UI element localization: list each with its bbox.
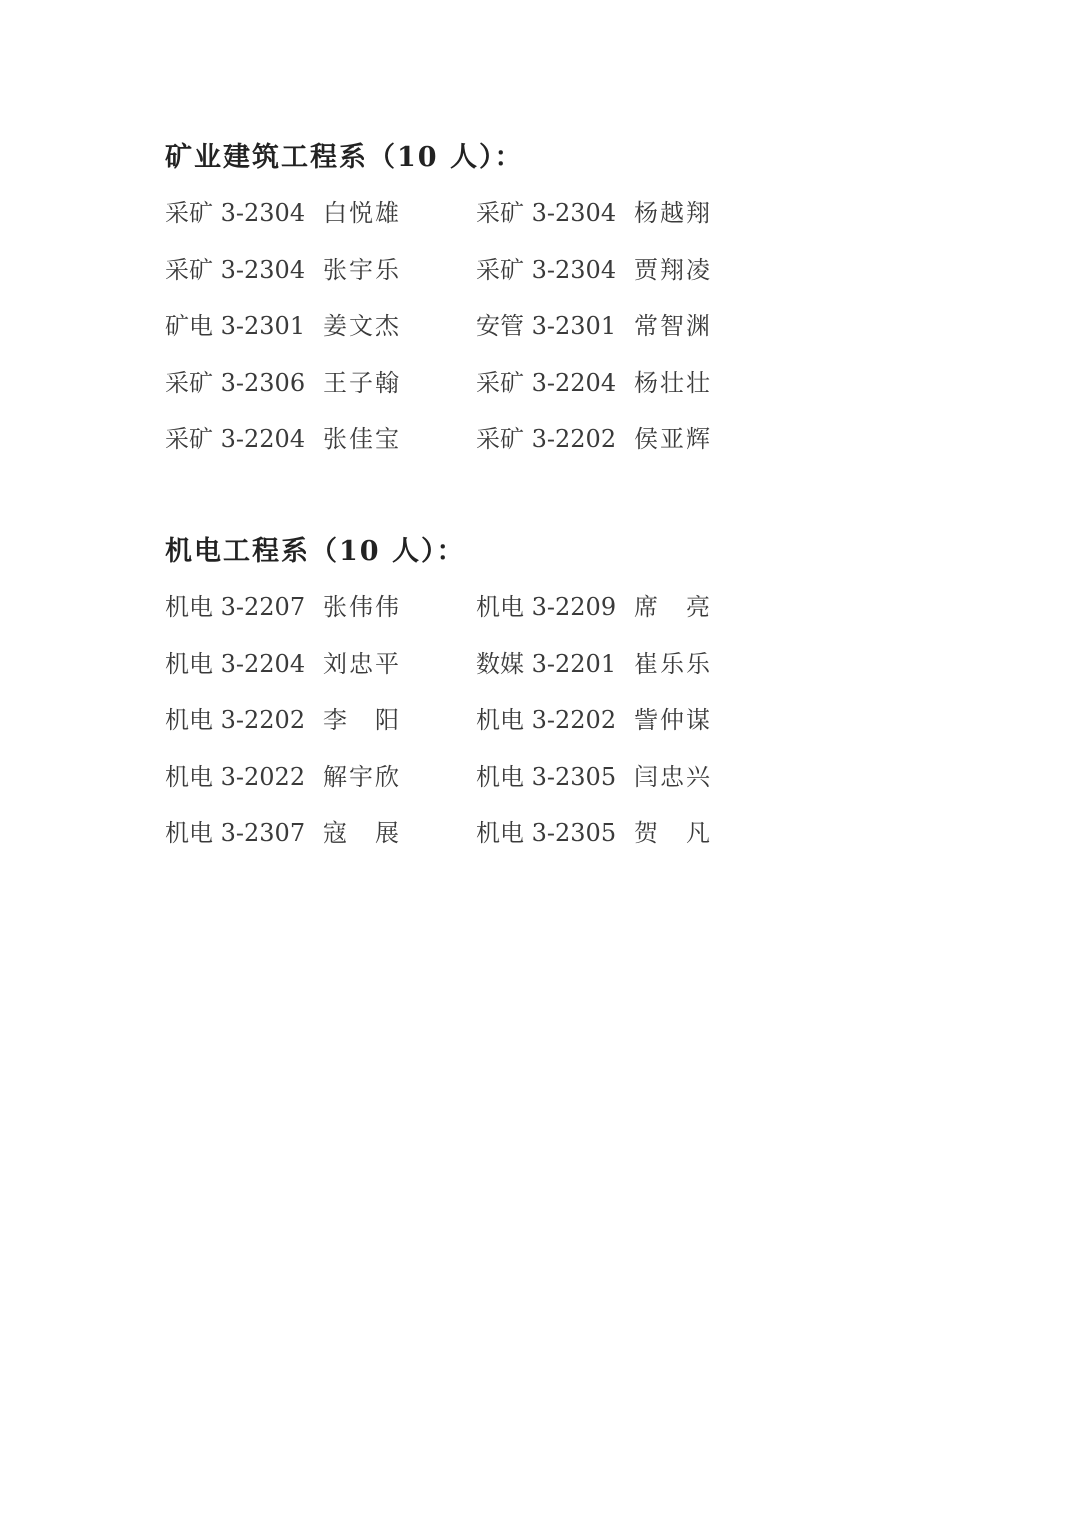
student-name: 席 亮 <box>634 593 712 621</box>
student-name: 张宇乐 <box>323 255 401 284</box>
class-label: 机电 3-2204 <box>165 649 306 678</box>
list-row <box>165 762 765 819</box>
class-label: 采矿 3-2204 <box>476 368 617 397</box>
student-name: 杨越翔 <box>634 199 712 227</box>
list-row <box>165 368 765 425</box>
class-label: 数媒 3-2201 <box>476 649 617 678</box>
class-label: 机电 3-2307 <box>165 819 306 847</box>
student-name: 刘忠平 <box>323 649 401 678</box>
student-name: 李 阳 <box>323 706 401 734</box>
section-heading: 机电工程系（10 人）： <box>165 536 466 567</box>
student-name: 姜文杰 <box>323 312 401 340</box>
class-label: 采矿 3-2204 <box>165 425 306 453</box>
student-name: 白悦雄 <box>323 199 401 227</box>
student-name: 闫忠兴 <box>634 762 712 791</box>
list-row <box>165 198 765 255</box>
class-label: 机电 3-2202 <box>165 706 306 734</box>
student-name: 贺 凡 <box>634 819 712 847</box>
class-label: 采矿 3-2306 <box>165 368 306 397</box>
student-name: 解宇欣 <box>323 762 401 791</box>
list-row <box>165 424 765 481</box>
list-row <box>165 649 765 706</box>
class-label: 采矿 3-2304 <box>476 199 617 227</box>
list-row <box>165 311 765 368</box>
section-mining-architecture <box>165 140 765 481</box>
list-row <box>165 592 765 649</box>
class-label: 采矿 3-2304 <box>476 255 617 284</box>
class-label: 矿电 3-2301 <box>165 312 306 340</box>
student-list <box>165 592 765 875</box>
student-name: 贾翔凌 <box>634 255 712 284</box>
list-row <box>165 705 765 762</box>
class-label: 安管 3-2301 <box>476 312 617 340</box>
student-name: 张伟伟 <box>323 593 401 621</box>
student-name: 王子翰 <box>323 368 401 397</box>
class-label: 机电 3-2022 <box>165 762 306 791</box>
student-name: 崔乐乐 <box>634 649 712 678</box>
class-label: 采矿 3-2304 <box>165 255 306 284</box>
class-label: 机电 3-2202 <box>476 706 617 734</box>
class-label: 机电 3-2209 <box>476 593 617 621</box>
student-name: 张佳宝 <box>323 425 401 453</box>
student-name: 杨壮壮 <box>634 368 712 397</box>
class-label: 机电 3-2305 <box>476 819 617 847</box>
student-name: 訾仲谋 <box>634 706 712 734</box>
class-label: 机电 3-2207 <box>165 593 306 621</box>
student-name: 侯亚辉 <box>634 425 712 453</box>
section-mechanical-electrical <box>165 534 765 875</box>
student-name: 寇 展 <box>323 819 401 847</box>
class-label: 机电 3-2305 <box>476 762 617 791</box>
class-label: 采矿 3-2202 <box>476 425 617 453</box>
student-list <box>165 198 765 481</box>
list-row <box>165 818 765 875</box>
list-row <box>165 255 765 312</box>
class-label: 采矿 3-2304 <box>165 199 306 227</box>
student-name: 常智渊 <box>634 312 712 340</box>
section-heading: 矿业建筑工程系（10 人）： <box>165 142 524 173</box>
